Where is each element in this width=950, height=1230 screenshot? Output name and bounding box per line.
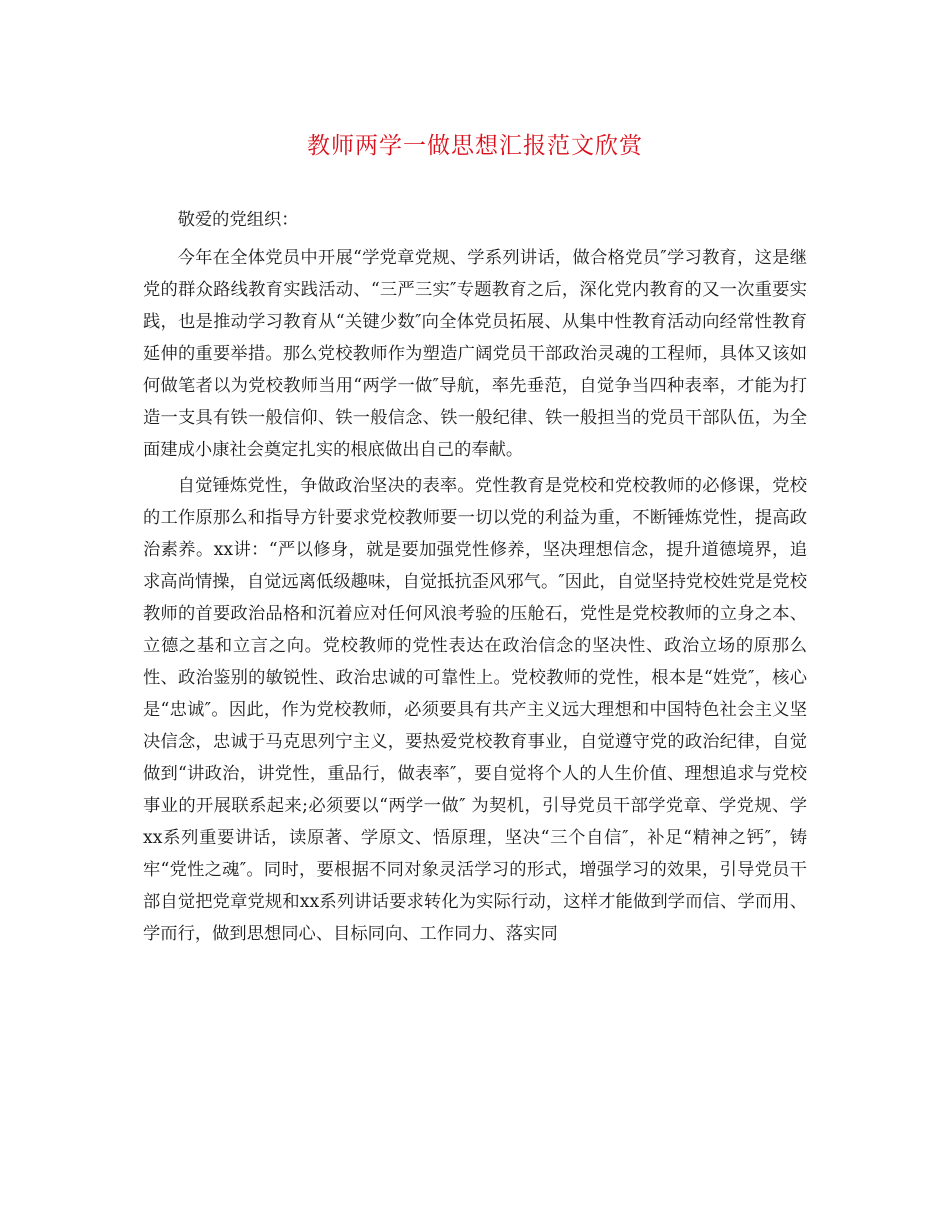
salutation: 敬爱的党组织： (177, 210, 299, 230)
paragraph-1: 今年在全体党员中开展“学党章党规、学系列讲话，做合格党员″学习教育，这是继党的群众路线教育实践活动、“三严三实″专题教育之后，深化党内教育的又一次重要实践，也是推动学习教育从“关键少数″向全体党员拓展、从集中性教育活动向经常性教育延伸的重要举措。那么党校教师作为塑造广阔党员干部政治灵魂的工程师，具体又该如何做笔者以为党校教师当用“两学一做″导航，率先垂范，自觉争当四种表率，才能为打造一支具有铁一般信仰、铁一般信念、铁一般纪律、铁一般担当的党员干部队伍，为全面建成小康社会奠定扎实的根底做出自己的奉献。 (143, 248, 807, 460)
document-body (143, 204, 807, 950)
document-title: 教师两学一做思想汇报范文欣赏 (307, 133, 643, 159)
paragraph-2: 自觉锤炼党性，争做政治坚决的表率。党性教育是党校和党校教师的必修课，党校的工作原那么和指导方针要求党校教师要一切以党的利益为重，不断锤炼党性，提高政治素养。xx讲：“严以修身，就是要加强党性修养，坚决理想信念，提升道德境界，追求高尚情操，自觉远离低级趣味，自觉抵抗歪风邪气。″因此，自觉坚持党校姓党是党校教师的首要政治品格和沉着应对任何风浪考验的压舱石，党性是党校教师的立身之本、立德之基和立言之向。党校教师的党性表达在政治信念的坚决性、政治立场的原那么性、政治鉴别的敏锐性、政治忠诚的可靠性上。党校教师的党性，根本是“姓党″，核心是“忠诚″。因此，作为党校教师，必须要具有共产主义远大理想和中国特色社会主义坚决信念，忠诚于马克思列宁主义，要热爱党校教育事业，自觉遵守党的政治纪律，自觉做到“讲政治，讲党性，重品行，做表率″，要自觉将个人的人生价值、理想追求与党校事业的开展联系起来;必须要以“两学一做″ 为契机，引导党员干部学党章、学党规、学xx系列重要讲话，读原著、学原文、悟原理，坚决“三个自信″，补足“精神之钙″，铸牢“党性之魂″。同时，要根据不同对象灵活学习的形式，增强学习的效果，引导党员干部自觉把党章党规和xx系列讲话要求转化为实际行动，这样才能做到学而信、学而用、学而行，做到思想同心、目标同向、工作同力、落实同 (143, 476, 807, 944)
